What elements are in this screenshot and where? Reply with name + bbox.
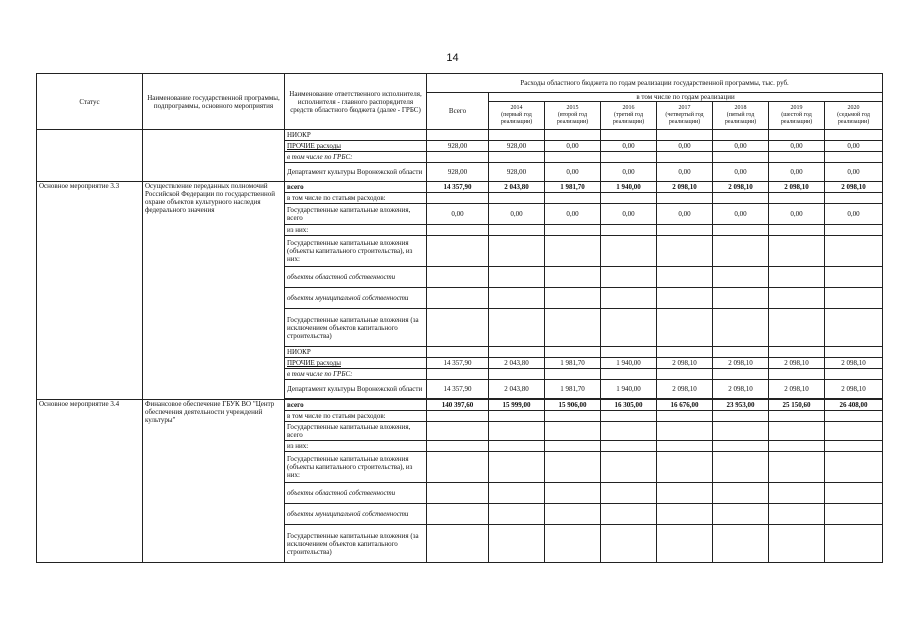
table-row: Департамент культуры Воронежской области 928,00 928,00 0,00 0,00 0,00 0,00 0,00 0,00 xyxy=(37,163,883,182)
program-name-cell: Осуществление переданных полномочий Российской Федерации по государственной охране объектов культурного наследия федерального значения xyxy=(143,182,285,400)
row-label: объекты муниципальной собственности xyxy=(285,504,427,525)
row-label: Государственные капитальные вложения (за исключением объектов капитального строительства) xyxy=(285,309,427,347)
header-total: Всего xyxy=(427,93,489,130)
page-number: 14 xyxy=(446,52,459,64)
row-label: из них: xyxy=(285,441,427,452)
table-row xyxy=(37,130,883,141)
row-label: в том числе по ГРБС: xyxy=(285,152,427,163)
row-label: ПРОЧИЕ расходы xyxy=(285,141,427,152)
status-cell: Основное мероприятие 3.4 xyxy=(37,400,143,563)
row-label: Государственные капитальные вложения, всего xyxy=(285,204,427,225)
program-name-cell: Финансовое обеспечение ГБУК ВО "Центр обеспечения деятельности учреждений культуры" xyxy=(143,400,285,563)
row-label: всего xyxy=(285,400,427,411)
header-year-2015: 2015 (второй год реализации) xyxy=(545,102,601,130)
row-label: Департамент культуры Воронежской области xyxy=(285,380,427,399)
row-label: в том числе по статьям расходов: xyxy=(285,411,427,422)
row-label: НИОКР xyxy=(285,130,427,141)
table-row: Основное мероприятие 3.3 Осуществление переданных полномочий Российской Федерации по государственной охране объектов культурного наследия федерального значения всего 14 357,90 2 043,80 1 981,70 1 940,00 2 098,10 2 098,10 2 098,10 2 098,10 xyxy=(37,182,883,193)
row-label: Государственные капитальные вложения (объекты капитального строительства), из них: xyxy=(285,452,427,483)
header-status: Статус xyxy=(37,74,143,130)
row-label: объекты муниципальной собственности xyxy=(285,288,427,309)
table-row: ПРОЧИЕ расходы 928,00 928,00 0,00 0,00 0,00 0,00 0,00 0,00 xyxy=(37,141,883,152)
table-row: Государственные капитальные вложения, всего 0,00 0,00 0,00 0,00 0,00 0,00 0,00 0,00 xyxy=(37,204,883,225)
row-label: объекты областной собственности xyxy=(285,267,427,288)
header-expenses: Расходы областного бюджета по годам реализации государственной программы, тыс. руб. xyxy=(427,74,883,93)
table-row: Департамент культуры Воронежской области 14 357,90 2 043,80 1 981,70 1 940,00 2 098,10 2 098,10 2 098,10 2 098,10 xyxy=(37,380,883,399)
budget-table xyxy=(36,73,883,563)
row-label: из них: xyxy=(285,225,427,236)
row-label: Департамент культуры Воронежской области xyxy=(285,163,427,182)
header-year-2016: 2016 (третий год реализации) xyxy=(601,102,657,130)
table-row: Основное мероприятие 3.4 Финансовое обеспечение ГБУК ВО "Центр обеспечения деятельности учреждений культуры" всего 140 397,60 15 999,00 15 906,00 16 305,00 16 676,00 23 953,00 25 150,60 26 408,00 xyxy=(37,400,883,411)
row-label: Государственные капитальные вложения (объекты капитального строительства), из них: xyxy=(285,236,427,267)
header-year-2017: 2017 (четвертый год реализации) xyxy=(657,102,713,130)
row-label: Государственные капитальные вложения (за исключением объектов капитального строительства) xyxy=(285,525,427,563)
header-row-1 xyxy=(37,74,883,93)
row-label: объекты областной собственности xyxy=(285,483,427,504)
row-label: НИОКР xyxy=(285,347,427,358)
header-by-years: в том числе по годам реализации xyxy=(489,93,883,102)
header-executor: Наименование ответственного исполнителя, исполнителя - главного распорядителя средств областного бюджета (далее - ГРБС) xyxy=(285,74,427,130)
header-year-2019: 2019 (шестой год реализации) xyxy=(769,102,825,130)
header-year-2014: 2014 (первый год реализации) xyxy=(489,102,545,130)
row-label: в том числе по статьям расходов: xyxy=(285,193,427,204)
row-label: Государственные капитальные вложения, всего xyxy=(285,422,427,441)
table-row: ПРОЧИЕ расходы 14 357,90 2 043,80 1 981,70 1 940,00 2 098,10 2 098,10 2 098,10 2 098,10 xyxy=(37,358,883,369)
header-program-name: Наименование государственной программы, подпрограммы, основного мероприятия xyxy=(143,74,285,130)
status-cell: Основное мероприятие 3.3 xyxy=(37,182,143,400)
row-label: всего xyxy=(285,182,427,193)
row-label: в том числе по ГРБС: xyxy=(285,369,427,380)
row-label: ПРОЧИЕ расходы xyxy=(285,358,427,369)
header-year-2018: 2018 (пятый год реализации) xyxy=(713,102,769,130)
header-year-2020: 2020 (седьмой год реализации) xyxy=(825,102,883,130)
